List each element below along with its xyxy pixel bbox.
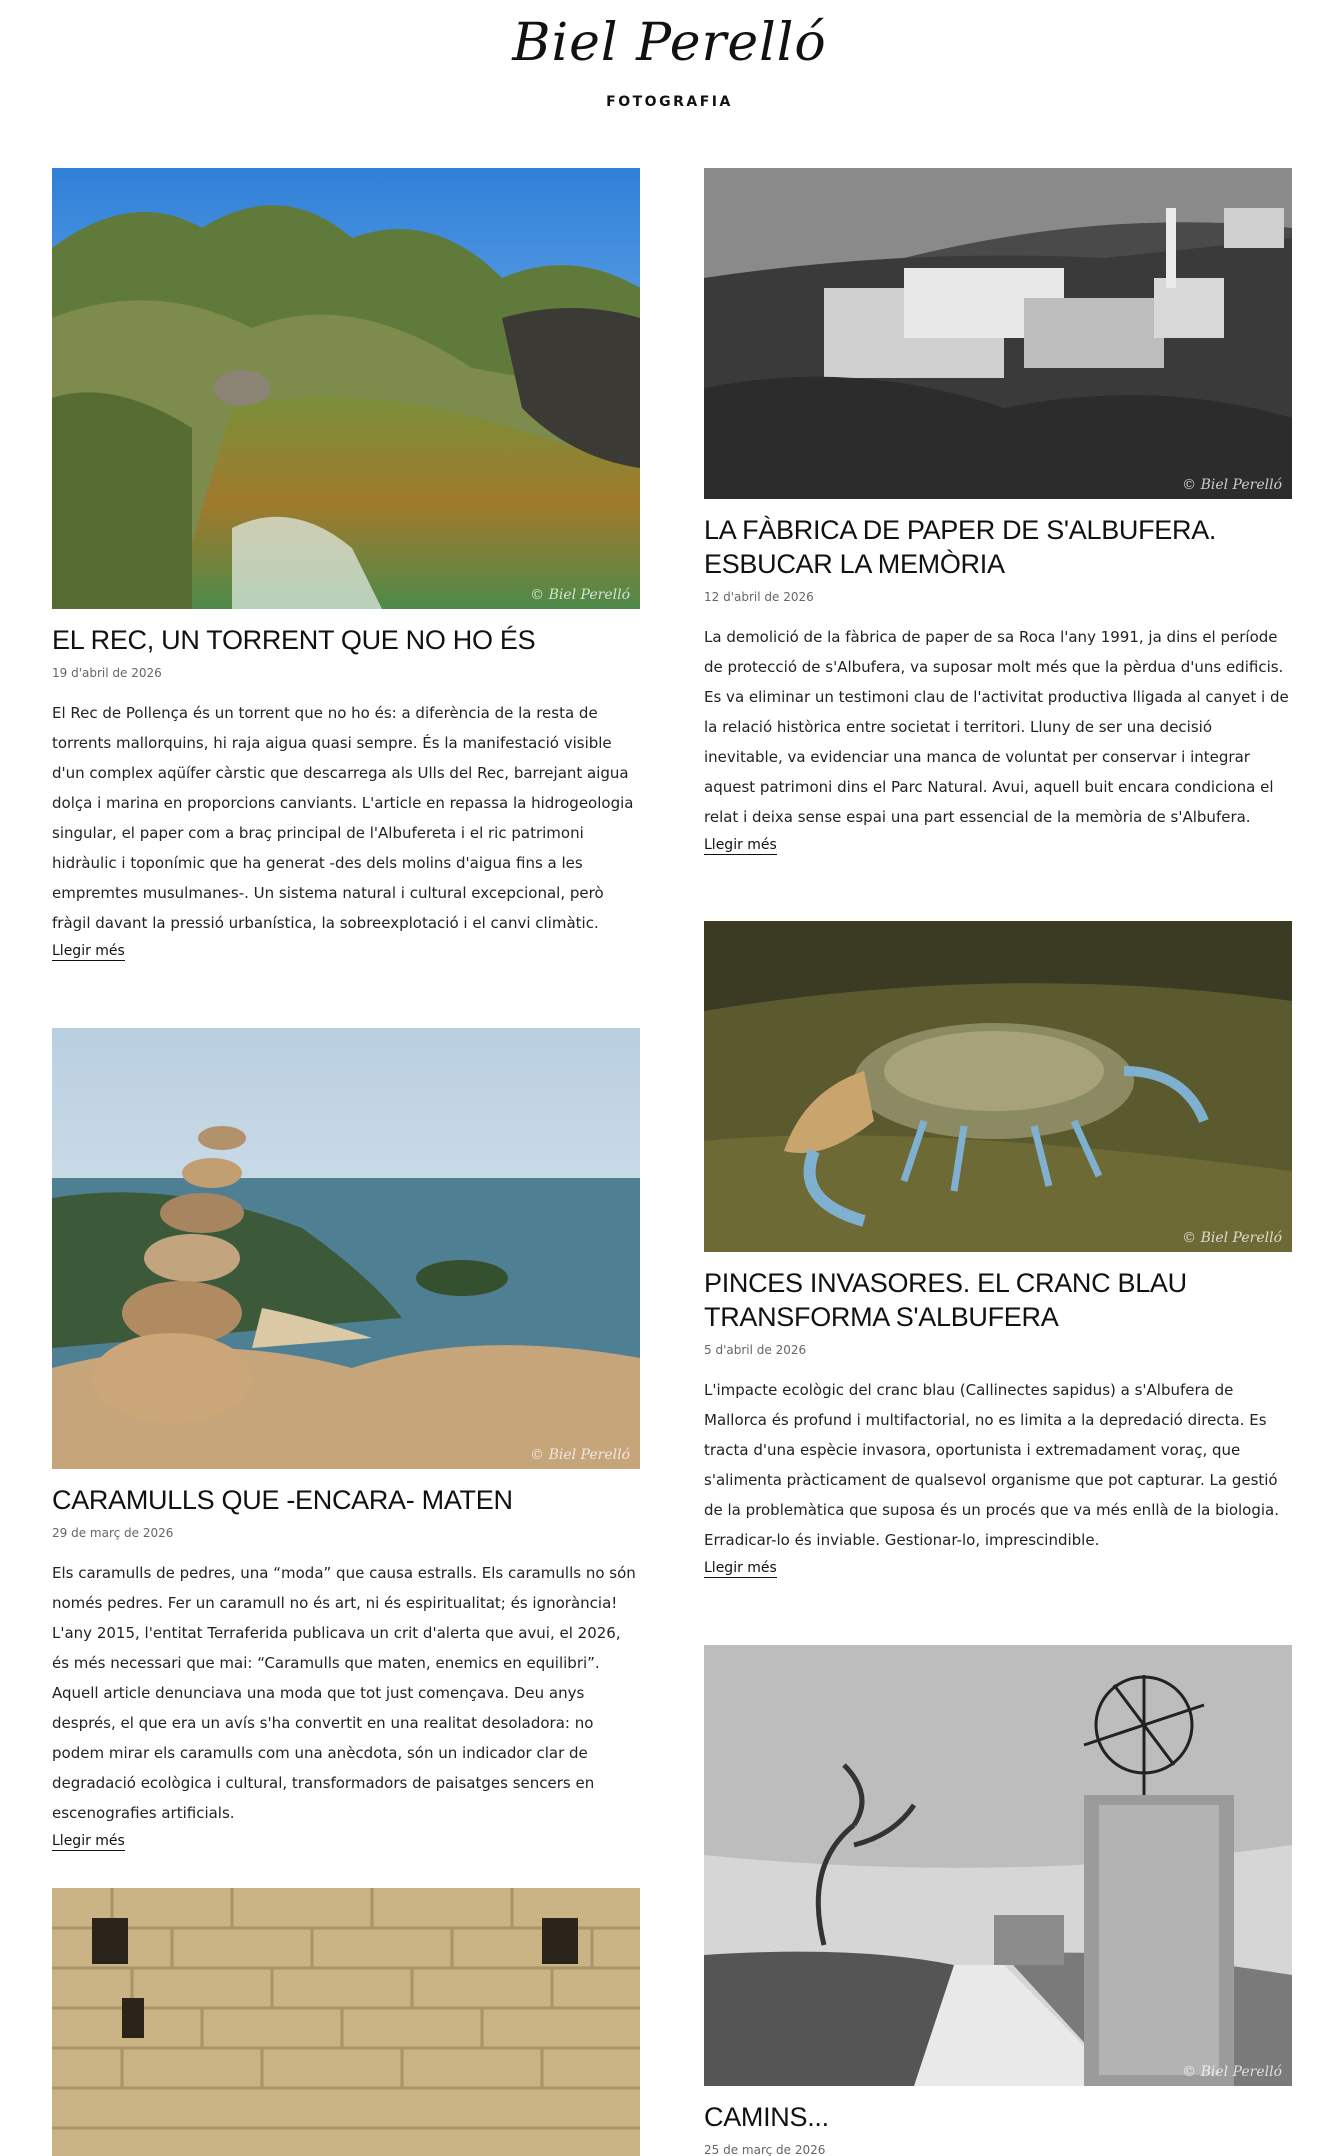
post-card-partial [52,1888,640,2156]
photo-watermark: © Biel Perelló [1182,477,1282,493]
site-logo-subtitle: FOTOGRAFIA [606,94,733,110]
site-logo[interactable]: Biel Perelló [512,13,827,73]
post-title[interactable]: CAMINS... [704,2102,829,2132]
post-excerpt: La demolició de la fàbrica de paper de sa Roca l'any 1991, ja dins el període de protecció de s'Albufera, va suposar molt més que la pèrdua d'uns edificis. Es va eliminar un testimoni clau de l'activitat productiva lligada al canyet i de la relació històrica entre societat i territori. Lluny de ser una decisió inevitable, va evidenciar una manca de voluntat per conservar i integrar aquest patrimoni dins el Parc Natural. Avui, aquell buit encara condiciona el relat i deixa sense espai una part essencial de la memòria de s'Albufera. [704,628,1289,826]
read-more-link[interactable]: Llegir més [704,1560,777,1576]
post-title[interactable]: PINCES INVASORES. EL CRANC BLAU TRANSFORMA S'ALBUFERA [704,1268,1187,1332]
post-excerpt: L'impacte ecològic del cranc blau (Callinectes sapidus) a s'Albufera de Mallorca és profund i multifactorial, no es limita a la depredació directa. Es tracta d'una espècie invasora, oportunista i extremadament voraç, que s'alimenta pràcticament de qualsevol organisme que pot capturar. La gestió de la problemàtica que suposa és un procés que va més enllà de la biologia. Erradicar-lo és inviable. Gestionar-lo, imprescindible. [704,1381,1279,1549]
site-header [0,0,1339,130]
post-date: 5 d'abril de 2026 [704,1343,807,1357]
post-date: 12 d'abril de 2026 [704,590,814,604]
post-date: 19 d'abril de 2026 [52,666,162,680]
post-thumbnail-fabrica[interactable] [704,168,1292,499]
read-more-link[interactable]: Llegir més [704,837,777,853]
post-thumbnail-partial[interactable] [52,1888,640,2156]
post-title[interactable]: EL REC, UN TORRENT QUE NO HO ÉS [52,625,536,655]
post-card-caramulls [52,1028,640,1851]
post-card-rec [52,168,640,961]
photo-watermark: © Biel Perelló [1182,1230,1282,1246]
post-thumbnail-caramulls[interactable] [52,1028,640,1469]
read-more-link[interactable]: Llegir més [52,1833,125,1849]
photo-watermark: © Biel Perelló [530,587,630,603]
post-date: 25 de març de 2026 [704,2143,826,2156]
post-title[interactable]: CARAMULLS QUE -ENCARA- MATEN [52,1485,513,1515]
post-thumbnail-cranc-blau[interactable] [704,921,1292,1252]
photo-watermark: © Biel Perelló [530,1447,630,1463]
post-card-cranc-blau [704,921,1292,1578]
photo-watermark: © Biel Perelló [1182,2064,1282,2080]
read-more-link[interactable]: Llegir més [52,943,125,959]
post-excerpt: Els caramulls de pedres, una “moda” que causa estralls. Els caramulls no són només pedres. Fer un caramull no és art, ni és espiritualitat; és ignorància! L'any 2015, l'entitat Terraferida publicava un crit d'alerta que avui, el 2026, és més necessari que mai: “Caramulls que maten, enemics en equilibri”. Aquell article denunciava una moda que tot just començava. Deu anys després, el que era un avís s'ha convertit en una realitat desoladora: no podem mirar els caramulls com una anècdota, són un indicador clar de degradació ecològica i cultural, transformadors de paisatges sencers en escenografies artificials. [52,1564,636,1822]
post-card-fabrica [704,168,1292,855]
post-card-camins [704,1645,1292,2156]
post-excerpt: El Rec de Pollença és un torrent que no ho és: a diferència de la resta de torrents mallorquins, hi raja aigua quasi sempre. És la manifestació visible d'un complex aqüífer càrstic que descarrega als Ulls del Rec, barrejant aigua dolça i marina en proporcions canviants. L'article en repassa la hidrogeologia singular, el paper com a braç principal de l'Albufereta i el ric patrimoni hidràulic i toponímic que ha generat -des dels molins d'aigua fins a les empremtes musulmanes-. Un sistema natural i cultural excepcional, però fràgil davant la pressió urbanística, la sobreexplotació i el canvi climàtic. [52,704,634,932]
post-thumbnail-camins[interactable] [704,1645,1292,2086]
post-date: 29 de març de 2026 [52,1526,174,1540]
post-title[interactable]: LA FÀBRICA DE PAPER DE S'ALBUFERA. ESBUCAR LA MEMÒRIA [704,515,1217,579]
post-thumbnail-rec[interactable] [52,168,640,609]
